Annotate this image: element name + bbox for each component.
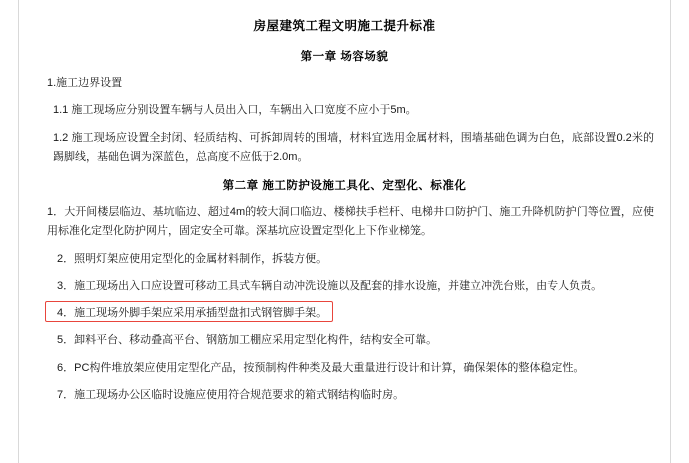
document-content [19,0,670,463]
highlighted-paragraph-wrapper [35,304,654,323]
paragraph-2-3: 3．施工现场出入口应设置可移动工具式车辆自动冲洗设施以及配套的排水设施，并建立冲洗台账，由专人负责。 [57,279,603,292]
page-right-margin-rule [670,0,671,463]
paragraph-1-2: 1.2 施工现场应设置全封闭、轻质结构、可拆卸周转的围墙，材料宜选用金属材料，围墙基础色调为白色，底部设置0.2米的踢脚线，基础色调为深蓝色，总高度不应低于2.0m。 [53,131,654,163]
chapter-heading-2: 第二章 施工防护设施工具化、定型化、标准化 [222,180,467,192]
paragraph-2-6: 6．PC构件堆放架应使用定型化产品，按预制构件种类及最大重量进行设计和计算，确保架体的整体稳定性。 [57,361,585,374]
paragraph-1-1: 1.1 施工现场应分别设置车辆与人员出入口，车辆出入口宽度不应小于5m。 [53,104,417,117]
chapter-heading-1: 第一章 场容场貌 [300,51,389,63]
paragraph-1-section-title: 1.施工边界设置 [47,77,123,89]
paragraph-2-4: 4．施工现场外脚手架应采用承插型盘扣式钢管脚手架。 [57,307,328,319]
paragraph-2-2: 2．照明灯架应使用定型化的金属材料制作，拆装方便。 [57,252,328,265]
paragraph-2-5: 5．卸料平台、移动叠高平台、钢筋加工棚应采用定型化构件，结构安全可靠。 [57,334,438,347]
page-title: 房屋建筑工程文明施工提升标准 [253,19,436,33]
paragraph-2-7: 7．施工现场办公区临时设施应使用符合规范要求的箱式钢结构临时房。 [57,388,405,401]
paragraph-2-1: 1．大开间楼层临边、基坑临边、超过4m的较大洞口临边、楼梯扶手栏杆、电梯井口防护门、施工升降机防护门等位置，应使用标准化定型化防护网片，固定安全可靠。深基坑应设置定型化上下作业梯笼。 [47,206,654,238]
